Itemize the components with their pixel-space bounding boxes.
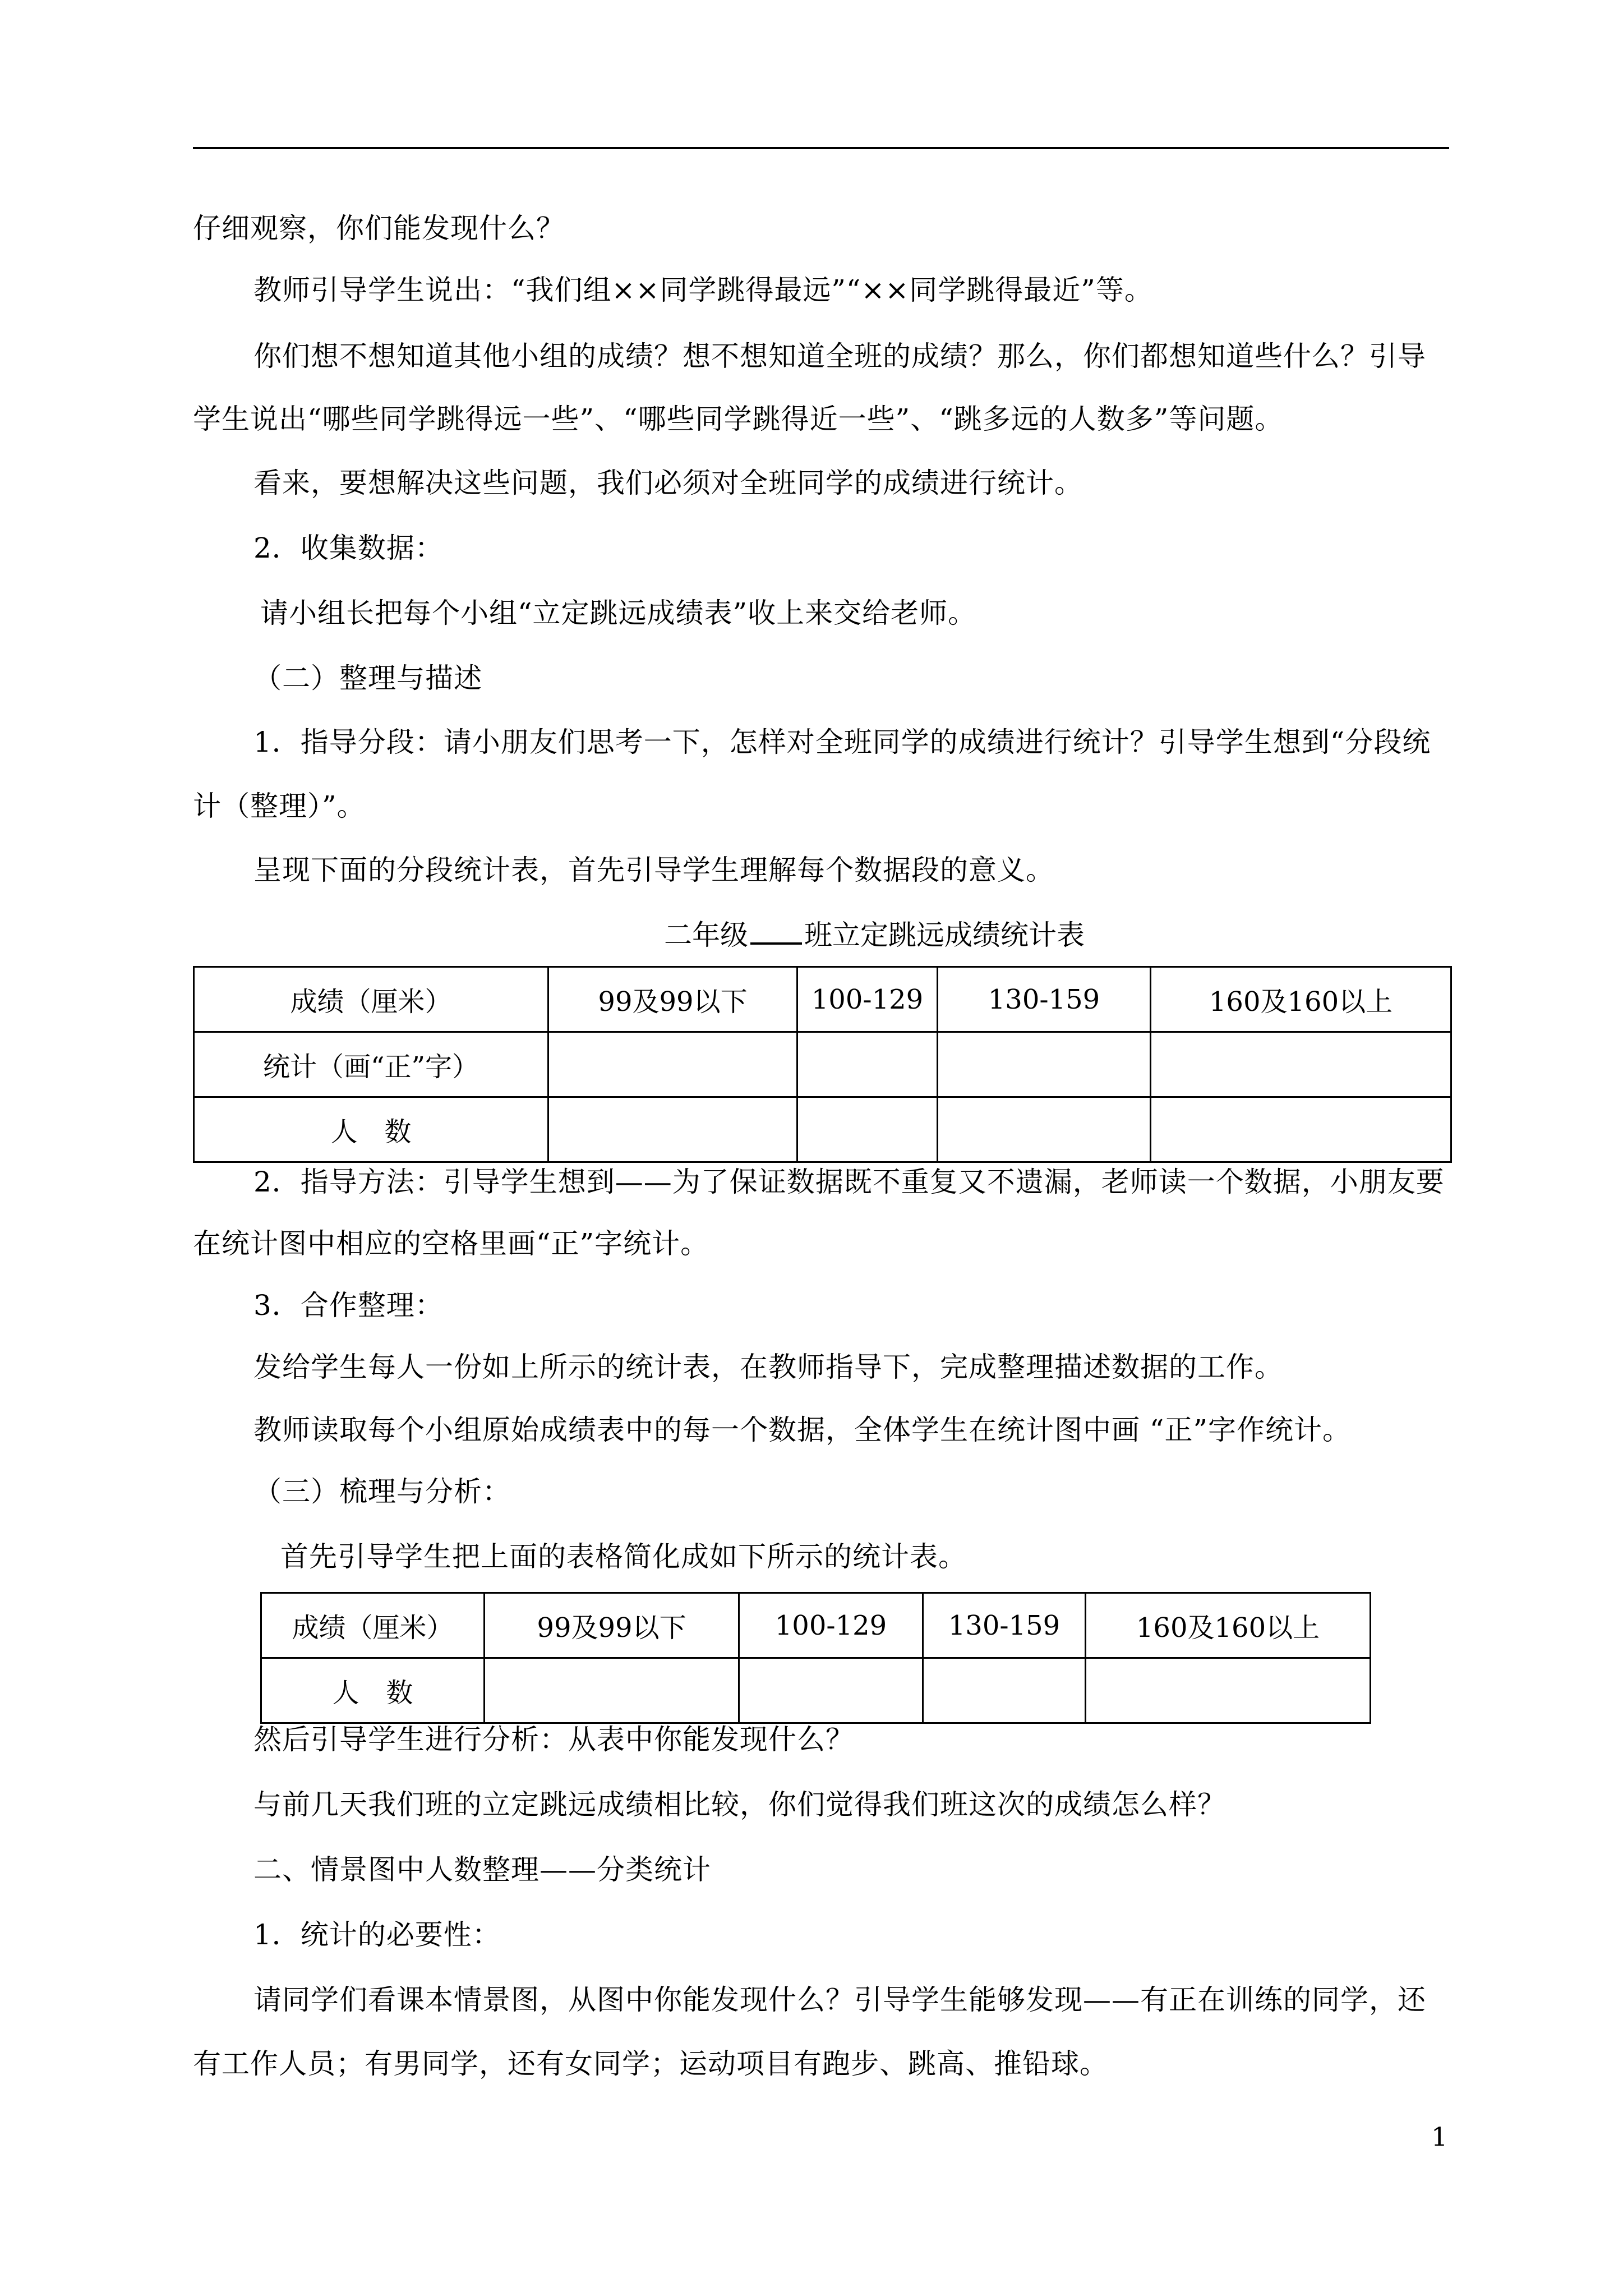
table-row xyxy=(261,1593,1371,1658)
table-cell: 成绩（厘米） xyxy=(194,967,548,1032)
section-heading: 二、情景图中人数整理——分类统计 xyxy=(253,1853,711,1886)
table-cell xyxy=(1086,1658,1371,1723)
paragraph-line: 2．指导方法：引导学生想到——为了保证数据既不重复又不遗漏，老师读一个数据，小朋友要 xyxy=(253,1166,1445,1198)
section-heading: （三）梳理与分析： xyxy=(253,1475,511,1508)
score-summary-table xyxy=(260,1592,1371,1724)
table-cell: 130-159 xyxy=(938,967,1151,1032)
table-cell: 100-129 xyxy=(739,1593,923,1658)
table-cell xyxy=(797,1032,938,1097)
paragraph-line: 教师引导学生说出：“我们组××同学跳得最远”“××同学跳得最近”等。 xyxy=(253,274,1153,306)
table-row xyxy=(261,1658,1371,1723)
section-heading: 2．收集数据： xyxy=(253,532,444,564)
paragraph-line: 你们想不想知道其他小组的成绩？想不想知道全班的成绩？那么，你们都想知道些什么？引导 xyxy=(253,340,1426,372)
table-cell: 99及99以下 xyxy=(548,967,797,1032)
class-blank xyxy=(750,918,802,945)
paragraph-line: 首先引导学生把上面的表格简化成如下所示的统计表。 xyxy=(280,1540,967,1573)
paragraph-line: 然后引导学生进行分析：从表中你能发现什么？ xyxy=(253,1723,854,1756)
section-heading: 1．统计的必要性： xyxy=(253,1918,501,1951)
table-row xyxy=(194,967,1451,1032)
paragraph-line: 发给学生每人一份如上所示的统计表，在教师指导下，完成整理描述数据的工作。 xyxy=(253,1351,1283,1383)
header-rule xyxy=(193,147,1449,149)
table-cell: 130-159 xyxy=(923,1593,1086,1658)
page-number: 1 xyxy=(1431,2122,1448,2152)
table-cell: 人 数 xyxy=(194,1097,548,1162)
table-cell: 160及160以上 xyxy=(1086,1593,1371,1658)
table-cell xyxy=(1151,1097,1451,1162)
table-cell: 99及99以下 xyxy=(485,1593,739,1658)
table-cell xyxy=(1151,1032,1451,1097)
section-heading: （二）整理与描述 xyxy=(253,662,482,694)
table-cell xyxy=(923,1658,1086,1723)
table-cell xyxy=(938,1032,1151,1097)
paragraph-line: 1．指导分段：请小朋友们思考一下，怎样对全班同学的成绩进行统计？引导学生想到“分段统 xyxy=(253,726,1431,758)
table-cell xyxy=(938,1097,1151,1162)
section-heading: 3．合作整理： xyxy=(253,1289,444,1322)
paragraph-line: 有工作人员；有男同学，还有女同学；运动项目有跑步、跳高、推铅球。 xyxy=(193,2047,1108,2080)
paragraph-line: 在统计图中相应的空格里画“正”字统计。 xyxy=(193,1227,709,1260)
table-cell xyxy=(548,1032,797,1097)
table-row xyxy=(194,1097,1451,1162)
table1-title: 二年级 班立定跳远成绩统计表 xyxy=(664,919,1085,951)
table-cell: 统计（画“正”字） xyxy=(194,1032,548,1097)
table-cell: 100-129 xyxy=(797,967,938,1032)
table-cell: 人 数 xyxy=(261,1658,485,1723)
paragraph-line: 看来，要想解决这些问题，我们必须对全班同学的成绩进行统计。 xyxy=(253,467,1083,499)
score-tally-table xyxy=(193,966,1452,1163)
paragraph-line: 计（整理）”。 xyxy=(193,790,366,822)
table-cell xyxy=(739,1658,923,1723)
paragraph-line: 请同学们看课本情景图，从图中你能发现什么？引导学生能够发现——有正在训练的同学，还 xyxy=(253,1984,1426,2016)
table-cell xyxy=(548,1097,797,1162)
paragraph-line: 教师读取每个小组原始成绩表中的每一个数据，全体学生在统计图中画 “正”字作统计。 xyxy=(253,1414,1352,1446)
table-cell xyxy=(485,1658,739,1723)
table-cell xyxy=(797,1097,938,1162)
paragraph-line: 与前几天我们班的立定跳远成绩相比较，你们觉得我们班这次的成绩怎么样？ xyxy=(253,1788,1226,1821)
paragraph-line: 学生说出“哪些同学跳得远一些”、“哪些同学跳得近一些”、“跳多远的人数多”等问题。 xyxy=(193,403,1284,435)
table-cell: 成绩（厘米） xyxy=(261,1593,485,1658)
paragraph-line: 请小组长把每个小组“立定跳远成绩表”收上来交给老师。 xyxy=(260,597,977,629)
paragraph-line: 仔细观察，你们能发现什么？ xyxy=(193,212,565,245)
paragraph-line: 呈现下面的分段统计表，首先引导学生理解每个数据段的意义。 xyxy=(253,854,1054,886)
table-cell: 160及160以上 xyxy=(1151,967,1451,1032)
table-row xyxy=(194,1032,1451,1097)
